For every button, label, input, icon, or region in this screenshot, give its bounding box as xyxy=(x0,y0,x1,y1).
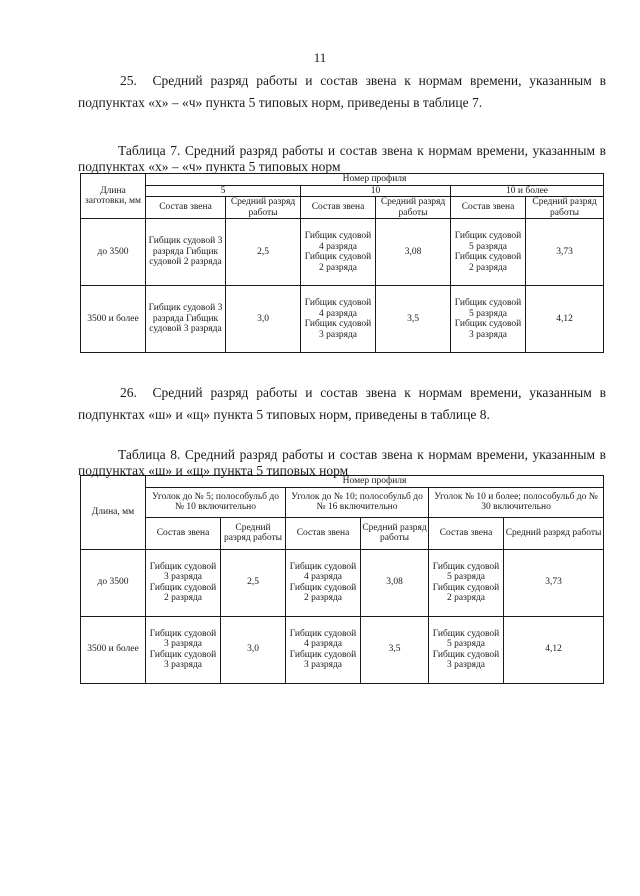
header-length: Длина заготовки, мм xyxy=(81,174,146,219)
subheader-crew: Состав звена xyxy=(286,517,361,549)
cell-length: до 3500 xyxy=(81,549,146,616)
cell-grade: 3,73 xyxy=(504,549,604,616)
table-8 xyxy=(80,475,604,684)
subheader-crew: Состав звена xyxy=(451,197,526,219)
cell-length: 3500 и более xyxy=(81,616,146,683)
table-8-caption: Таблица 8. Средний разряд работы и состав звена к нормам времени, указанным в подпунктах «ш» и «щ» пункта 5 типовых норм xyxy=(78,447,606,478)
cell-grade: 3,5 xyxy=(376,286,451,353)
cell-crew: Гибщик судовой 4 разряда Гибщик судовой 3 разряда xyxy=(286,616,361,683)
cell-length: до 3500 xyxy=(81,219,146,286)
group-header: Уголок до № 10; полособульб до № 16 включительно xyxy=(286,487,429,517)
subheader-crew: Состав звена xyxy=(429,517,504,549)
subheader-grade: Средний разряд работы xyxy=(376,197,451,219)
paragraph-text: Средний разряд работы и состав звена к нормам времени, указанным в подпунктах «ш» и «щ» пункта 5 типовых норм, приведены в таблице 8. xyxy=(78,385,606,422)
paragraph-number: 25. xyxy=(120,73,137,88)
table-row xyxy=(81,286,604,353)
cell-crew: Гибщик судовой 5 разряда Гибщик судовой 3 разряда xyxy=(429,616,504,683)
cell-grade: 3,73 xyxy=(526,219,604,286)
table-row xyxy=(81,219,604,286)
cell-grade: 4,12 xyxy=(504,616,604,683)
cell-crew: Гибщик судовой 5 разряда Гибщик судовой 3 разряда xyxy=(451,286,526,353)
table-row xyxy=(81,616,604,683)
cell-grade: 2,5 xyxy=(221,549,286,616)
subheader-grade: Средний разряд работы xyxy=(526,197,604,219)
page-number: 11 xyxy=(313,50,327,65)
header-profile: Номер профиля xyxy=(146,174,604,186)
cell-grade: 3,0 xyxy=(226,286,301,353)
cell-grade: 3,5 xyxy=(361,616,429,683)
cell-crew: Гибщик судовой 3 разряда Гибщик судовой 2 разряда xyxy=(146,549,221,616)
cell-crew: Гибщик судовой 4 разряда Гибщик судовой 2 разряда xyxy=(301,219,376,286)
cell-crew: Гибщик судовой 3 разряда Гибщик судовой 3 разряда xyxy=(146,286,226,353)
subheader-grade: Средний разряд работы xyxy=(504,517,604,549)
paragraph-text: Средний разряд работы и состав звена к нормам времени, указанным в подпунктах «х» – «ч» пункта 5 типовых норм, приведены в таблице 7. xyxy=(78,73,606,110)
subheader-grade: Средний разряд работы xyxy=(226,197,301,219)
cell-crew: Гибщик судовой 5 разряда Гибщик судовой 2 разряда xyxy=(429,549,504,616)
subheader-grade: Средний разряд работы xyxy=(221,517,286,549)
group-header: 10 xyxy=(301,185,451,197)
cell-crew: Гибщик судовой 4 разряда Гибщик судовой 2 разряда xyxy=(286,549,361,616)
table-7 xyxy=(80,173,604,353)
cell-grade: 3,08 xyxy=(376,219,451,286)
subheader-grade: Средний разряд работы xyxy=(361,517,429,549)
cell-crew: Гибщик судовой 5 разряда Гибщик судовой 2 разряда xyxy=(451,219,526,286)
cell-grade: 3,0 xyxy=(221,616,286,683)
subheader-crew: Состав звена xyxy=(146,517,221,549)
group-header: 10 и более xyxy=(451,185,604,197)
cell-crew: Гибщик судовой 3 разряда Гибщик судовой 3 разряда xyxy=(146,616,221,683)
cell-grade: 3,08 xyxy=(361,549,429,616)
paragraph-25 xyxy=(78,70,606,114)
table-7-caption: Таблица 7. Средний разряд работы и состав звена к нормам времени, указанным в подпунктах «х» – «ч» пункта 5 типовых норм xyxy=(78,143,606,174)
group-header: 5 xyxy=(146,185,301,197)
cell-grade: 4,12 xyxy=(526,286,604,353)
subheader-crew: Состав звена xyxy=(301,197,376,219)
cell-crew: Гибщик судовой 4 разряда Гибщик судовой 3 разряда xyxy=(301,286,376,353)
subheader-crew: Состав звена xyxy=(146,197,226,219)
paragraph-number: 26. xyxy=(120,385,137,400)
group-header: Уголок № 10 и более; полособульб до № 30 включительно xyxy=(429,487,604,517)
header-length: Длина, мм xyxy=(81,476,146,550)
paragraph-26 xyxy=(78,382,606,426)
cell-crew: Гибщик судовой 3 разряда Гибщик судовой 2 разряда xyxy=(146,219,226,286)
cell-grade: 2,5 xyxy=(226,219,301,286)
cell-length: 3500 и более xyxy=(81,286,146,353)
group-header: Уголок до № 5; полособульб до № 10 включительно xyxy=(146,487,286,517)
header-profile: Номер профиля xyxy=(146,476,604,488)
table-row xyxy=(81,549,604,616)
